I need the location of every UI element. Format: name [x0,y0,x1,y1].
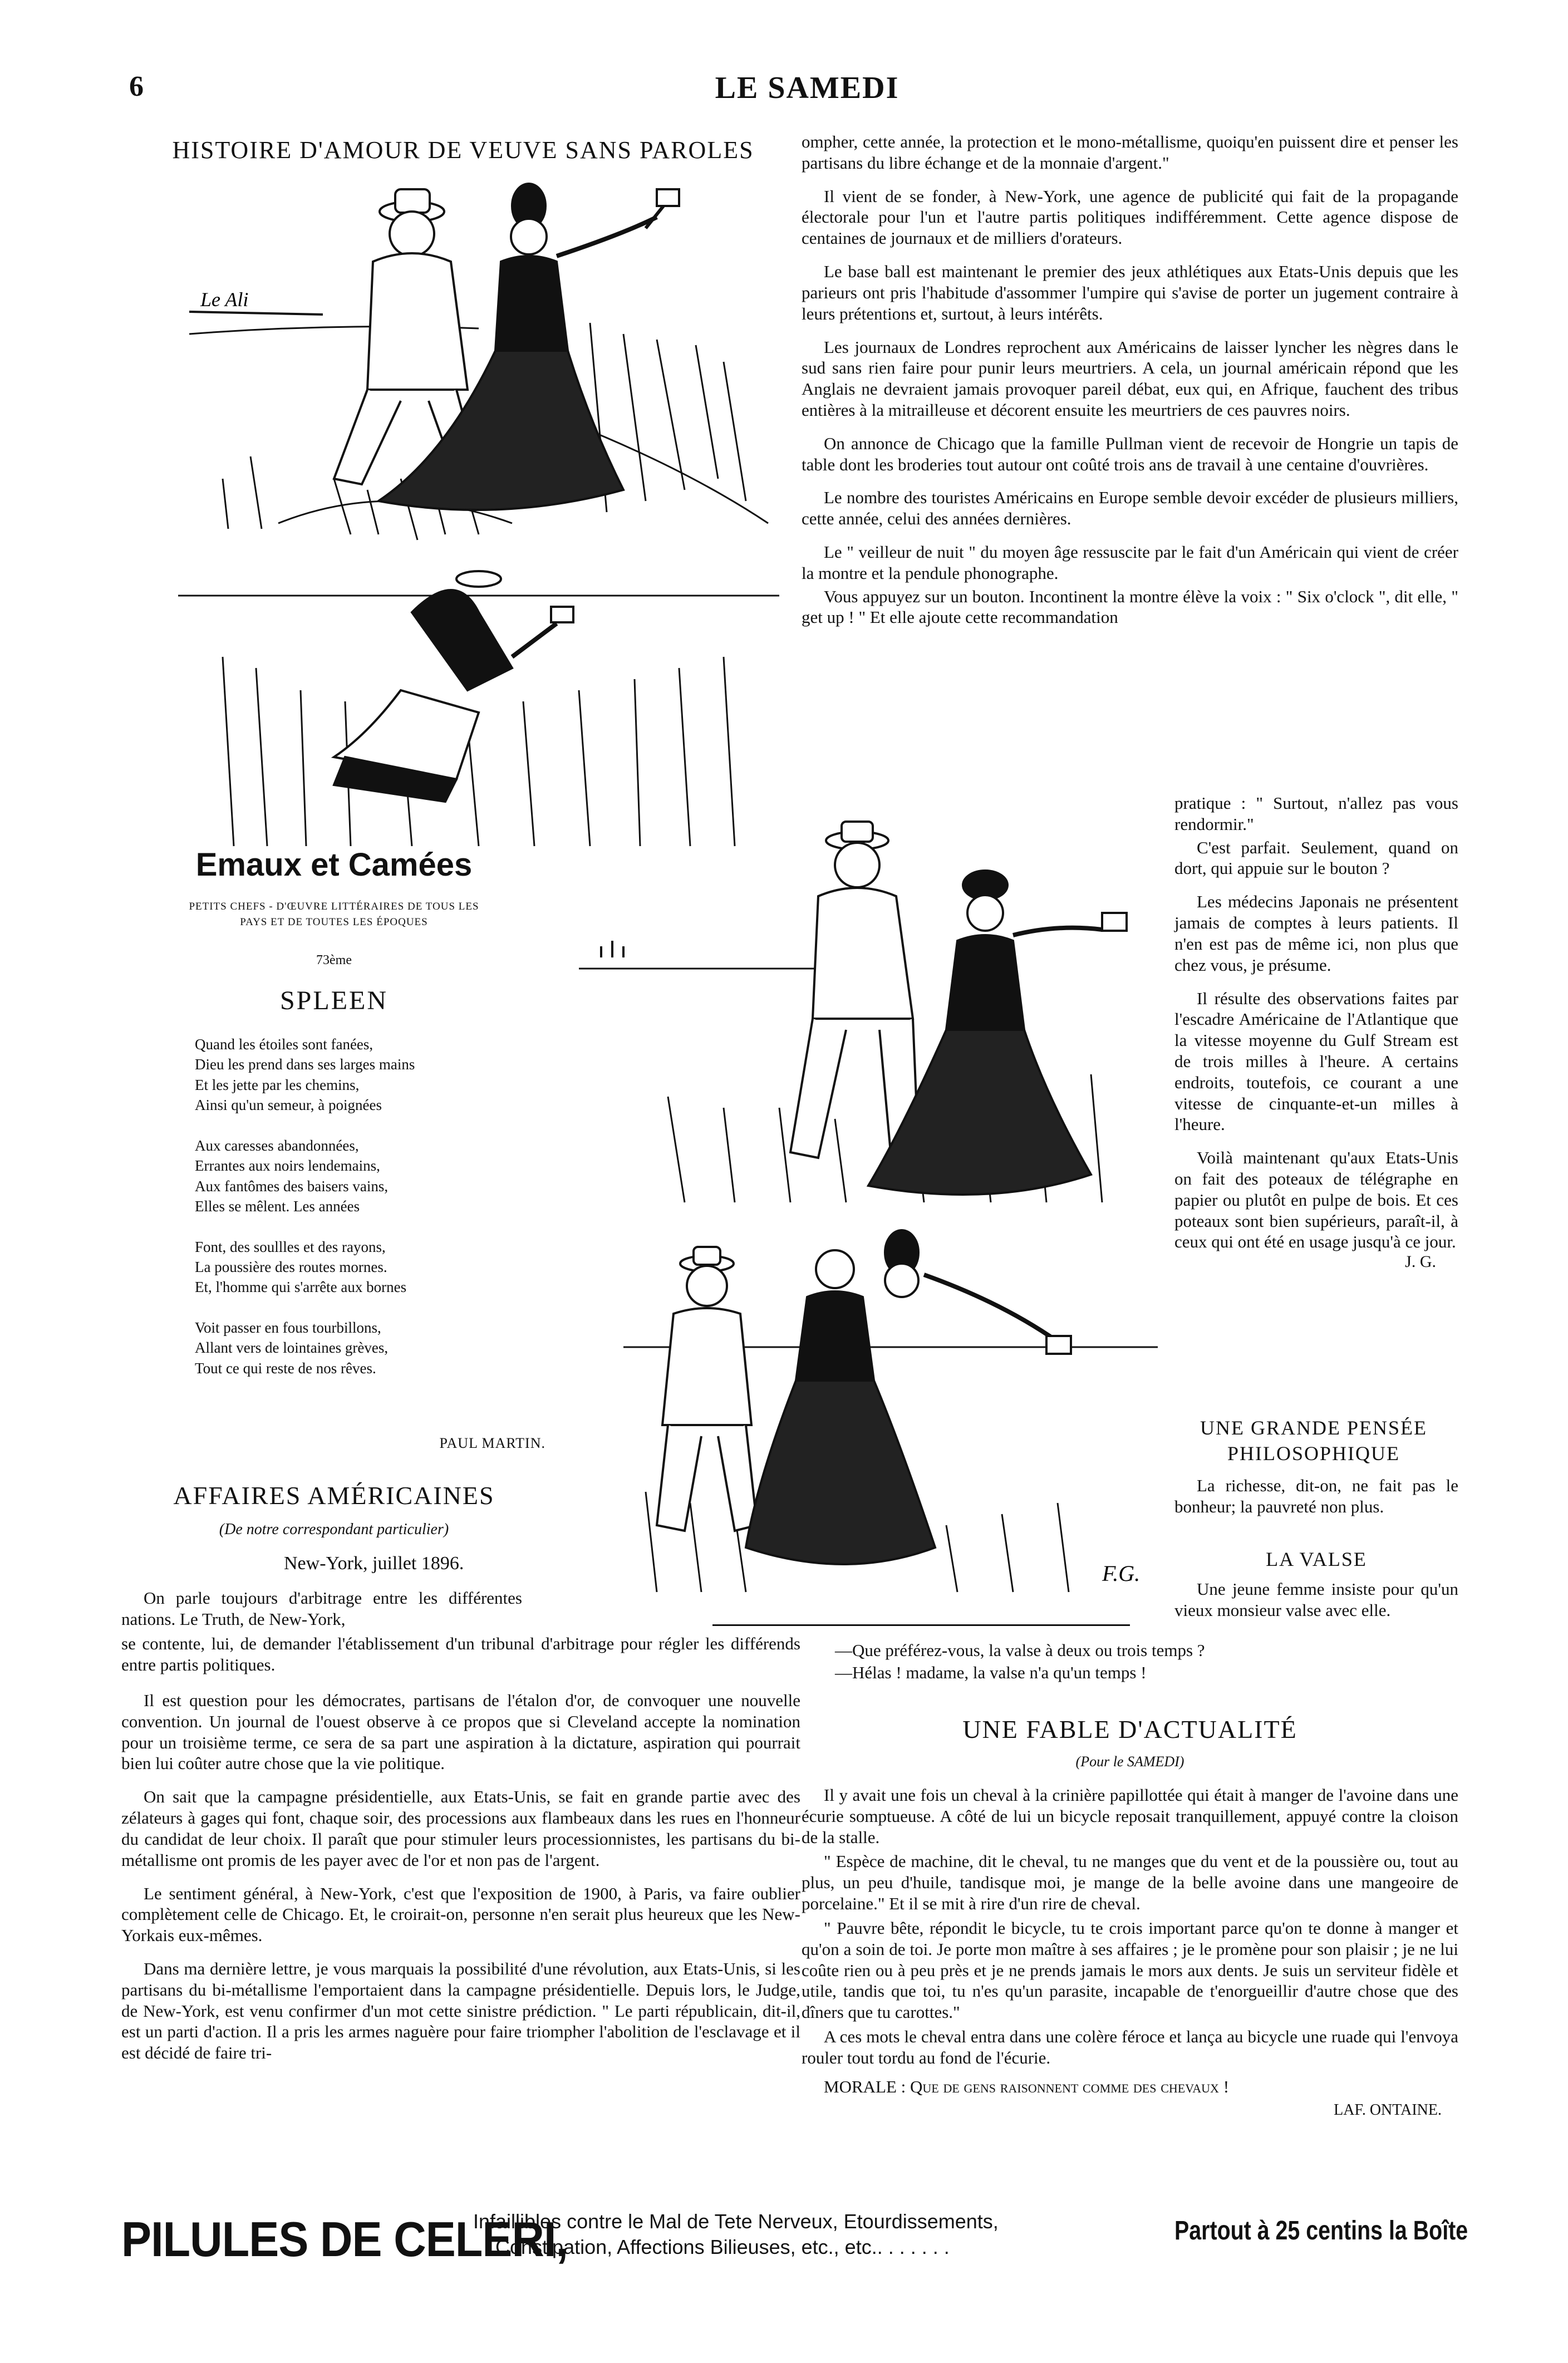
ad-price: Partout à 25 centins la Boîte [1174,2216,1468,2246]
poem-line: Errantes aux noirs lendemains, [195,1157,380,1175]
affaires-paragraph: Il est question pour les démocrates, partisans de l'étalon d'or, de convoquer une nouvelle convention. Un journal de l'ouest observe à ce propos que si Cleveland accepte la nomination pour un troisième terme, ce sera de sa part une aspiration à la dictature, aspiration qui pourrait bien lui coûter autre chose que la vie politique. [121,1691,800,1774]
poem-line: Allant vers de lointaines grèves, [195,1339,389,1357]
poem-stanza [195,1136,551,1217]
poem-stanza [195,1318,551,1378]
fable-paragraph: Il y avait une fois un cheval à la crinière papillottée qui était à manger de l'avoine dans une écurie somptueuse. A côté de lui un bicycle reposait tranquillement, appuyé contre la cloison de la stalle. [802,1785,1458,1847]
poem-stanza [195,1034,551,1116]
emaux-subtitle-1: PETITS CHEFS - D'ŒUVRE LITTÉRAIRES DE TOUS LES [189,901,479,912]
news-paragraph: Le " veilleur de nuit " du moyen âge ressuscite par le fait d'un Américain qui vient de créer la montre et la pendule phonographe. [802,542,1458,583]
affaires-paragraph-narrow: On parle toujours d'arbitrage entre les différentes nations. Le Truth, de New-York, [121,1588,522,1629]
news-signature: J. G. [1405,1252,1436,1271]
grande-pensee-title-1: UNE GRANDE PENSÉE [1200,1417,1427,1439]
fable-paragraph: A ces mots le cheval entra dans une colère féroce et lança au bicycle une ruade qui l'envoya rouler tout tordu au fond de l'écurie. [802,2026,1458,2067]
emaux-title: Emaux et Camées [195,847,473,883]
narrow-column-body [1174,793,1458,1271]
illustration-signature-one: Le Ali [200,288,249,311]
news-paragraph: Il vient de se fonder, à New-York, une agence de publicité qui fait de la propagande électorale pour l'un et l'autre partis politiques indifféremment. Cette agence dispose de centaines de journaux et de milliers d'orateurs. [802,186,1458,248]
affaires-paragraph: Dans ma dernière lettre, je vous marquais la possibilité d'une révolution, aux Etats-Unis, si les partisans du bi-métallisme l'emportaient dans la campagne présidentielle. Depuis lors, le Judge, de New-York, est venu confirmer d'un mot cette sinistre prédiction. " Le parti républicain, dit-il, est un parti d'action. Il a pris les armes naguère pour faire triompher l'abolition de l'esclavage et il est décidé de faire tri- [121,1958,800,2063]
news-paragraph-narrow: C'est parfait. Seulement, quand on dort, qui appuie sur le bouton ? [1174,837,1458,878]
ad-line-1: Infaillibles contre le Mal de Tete Nerveux, Etourdissements, [473,2210,999,2233]
illustration-dancing-couple [612,1214,1174,1598]
grande-pensee-text: La richesse, dit-on, ne fait pas le bonheur; la pauvreté non plus. [1174,1476,1458,1516]
fable-paragraph: " Espèce de machine, dit le cheval, tu ne manges que du vent et de la poussière ou, tout au plus, un peu d'huile, tandisque moi, je mange de la belle avoine dans une mangeoire de porcelaine." Et il se mit à rire d'un rire de cheval. [802,1851,1458,1914]
dialogue-line: —Que préférez-vous, la valse à deux ou trois temps ? [835,1640,1205,1660]
la-valse-dialogue [835,1640,1458,1683]
poem-stanza [195,1237,551,1298]
ad-brand: PILULES DE CELERI, [121,2212,568,2267]
poem-line: Et, l'homme qui s'arrête aux bornes [195,1279,407,1296]
poem-line: Aux fantômes des baisers vains, [195,1177,389,1195]
illustration-couple-standing [557,818,1169,1208]
poem-body [195,1034,551,1398]
affaires-body [121,1690,800,2064]
fable-paragraph: " Pauvre bête, répondit le bicycle, tu te crois important parce qu'on te donne à manger et qu'on a soin de toi. Je porte mon maître à ses affaires ; je le promène pour son plaisir ; je ne lui coûte rien ou à peu près et je ne prends jamais le mors aux dents. Je suis un serviteur fidèle et utile, tandis que toi, tu n'es qu'un parasite, incapable de t'enorgueillir d'autre chose que des dîners que tu carottes." [802,1918,1458,2022]
la-valse-divider [712,1624,1130,1626]
poem-line: Font, des soullles et des rayons, [195,1238,386,1255]
illustration-couple-seated [167,167,796,546]
poem-line: Quand les étoiles sont fanées, [195,1036,373,1053]
news-paragraph: ompher, cette année, la protection et le mono-métallisme, quoiqu'en puissent dire et penser les partisans du libre échange et de la monnaie d'argent." [802,132,1458,173]
news-paragraph-narrow: pratique : " Surtout, n'allez pas vous rendormir." [1174,793,1458,834]
news-paragraph: On annonce de Chicago que la famille Pullman vient de recevoir de Hongrie un tapis de table dont les broderies tout autour ont coûté trois ans de travail à une centaine d'ouvrières. [802,433,1458,474]
news-paragraph: Le nombre des touristes Américains en Europe semble devoir excéder de plusieurs milliers, cette année, celui des années dernières. [802,488,1458,529]
fable-author: LAF. ONTAINE. [1334,2101,1442,2119]
poem-line: La poussière des routes mornes. [195,1258,387,1275]
illustration-man-lying [167,546,796,857]
right-column-body [802,131,1458,628]
news-paragraph: Vous appuyez sur un bouton. Incontinent la montre élève la voix : " Six o'clock ", dit elle, " get up ! " Et elle ajoute cette recommandation [802,586,1458,627]
affaires-dateline: New-York, juillet 1896. [284,1553,464,1574]
poem-line: Tout ce qui reste de nos rêves. [195,1359,376,1377]
fable-body [802,1785,1458,2119]
journal-title: LE SAMEDI [715,71,899,105]
affaires-paragraph: Le sentiment général, à New-York, c'est que l'exposition de 1900, à Paris, va faire oublier complètement celle de Chicago. Et, le croirait-on, personne n'en serait plus heureux que les New-Yorkais eux-mêmes. [121,1883,800,1946]
fable-byline: (Pour le SAMEDI) [1075,1753,1184,1770]
page-number: 6 [129,71,144,102]
emaux-subtitle-2: PAYS ET DE TOUTES LES ÉPOQUES [240,916,428,928]
affaires-title: AFFAIRES AMÉRICAINES [173,1481,495,1510]
emaux-number: 73ème [316,953,352,967]
poem-line: Elles se mêlent. Les années [195,1198,360,1215]
poem-line: Dieu les prend dans ses larges mains [195,1056,415,1073]
dialogue-line: —Hélas ! madame, la valse n'a qu'un temps ! [835,1662,1147,1682]
affaires-paragraph-continued: se contente, lui, de demander l'établissement d'un tribunal d'arbitrage pour régler les différends entre partis politiques. [121,1634,800,1674]
news-paragraph: Le base ball est maintenant le premier des jeux athlétiques aux Etats-Unis depuis que les parieurs ont pris l'habitude d'assommer l'umpire qui s'avise de porter un jugement contraire à leurs prétentions et, surtout, à leurs intérêts. [802,262,1458,323]
news-paragraph-narrow: Il résulte des observations faites par l'escadre Américaine de l'Atlantique que la vitesse moyenne du Gulf Stream est de trois milles à l'heure. A certains endroits, toutefois, ce courant a une vitesse de cinquante-et-un milles à l'heure. [1174,988,1458,1134]
fable-title: UNE FABLE D'ACTUALITÉ [962,1715,1297,1743]
la-valse-text: Une jeune femme insiste pour qu'un vieux monsieur valse avec elle. [1174,1579,1458,1620]
news-paragraph: Les journaux de Londres reprochent aux Américains de laisser lyncher les nègres dans le sud sans rien faire pour punir leurs meurtriers. A cela, un journal américain répond que les Anglais ne devraient jamais provoquer pareil débat, eux qui, en Afrique, fauchent des tribus entières à la mitrailleuse et décorent ensuite les meurtriers de ces pauvres noirs. [802,337,1458,420]
grande-pensee-title-2: PHILOSOPHIQUE [1227,1442,1400,1465]
histoire-title: HISTOIRE D'AMOUR DE VEUVE SANS PAROLES [172,136,754,164]
illustration-signature-two: F.G. [1102,1561,1141,1586]
poem-line: Ainsi qu'un semeur, à poignées [195,1097,382,1114]
poem-line: Aux caresses abandonnées, [195,1137,359,1154]
poem-author: PAUL MARTIN. [439,1435,545,1451]
la-valse-title: LA VALSE [1266,1548,1367,1570]
poem-title: SPLEEN [279,986,388,1015]
affaires-paragraph: On sait que la campagne présidentielle, aux Etats-Unis, se fait en grande partie avec des zélateurs à gages qui font, chaque soir, des processions aux flambeaux dans les rues en l'honneur du candidat de leur choix. Il paraît que pour stimuler leurs processionnistes, les partisans du bi-métallisme ont promis de les payer avec de l'or et non pas de l'argent. [121,1787,800,1870]
news-paragraph-narrow: Voilà maintenant qu'aux Etats-Unis on fait des poteaux de télégraphe en papier ou plutôt en pulpe de bois. Et ces poteaux sont bien supérieurs, paraît-il, à ceux qui ont été en usage jusqu'à ce jour. [1174,1148,1458,1252]
ad-line-2: Constipation, Affections Bilieuses, etc., etc.. . . . . . . [495,2236,950,2258]
news-paragraph-narrow: Les médecins Japonais ne présentent jamais de comptes à leurs patients. Il n'en est pas de même ici, non plus que chez vous, je présume. [1174,892,1458,975]
poem-line: Voit passer en fous tourbillons, [195,1319,381,1336]
poem-line: Et les jette par les chemins, [195,1076,360,1093]
fable-morale: MORALE : Que de gens raisonnent comme des chevaux ! [824,2076,1230,2096]
affaires-byline: (De notre correspondant particulier) [219,1521,449,1538]
